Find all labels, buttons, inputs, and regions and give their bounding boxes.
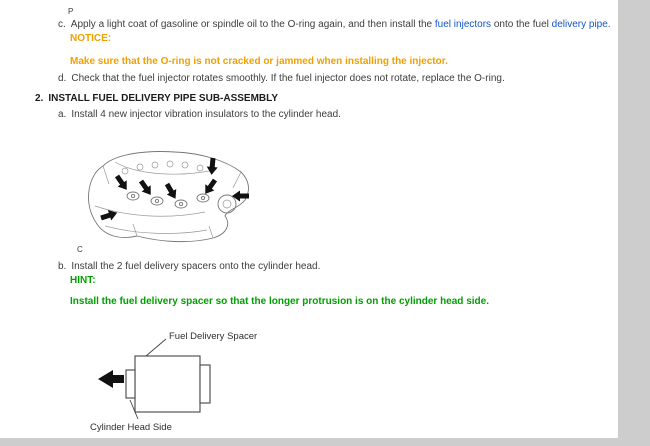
step-c-text-before: Apply a light coat of gasoline or spindle oil to the O-ring again, and then install the (70, 19, 435, 30)
figure1-caption: C (77, 245, 83, 254)
fuel-delivery-spacer-label: Fuel Delivery Spacer (169, 331, 258, 342)
spacer-right-protrusion (200, 365, 210, 403)
section-2-number: 2. (35, 93, 44, 104)
hint-text: Install the fuel delivery spacer so that the longer protrusion is on the cylinder head side. (70, 296, 489, 307)
notice-label: NOTICE: (70, 33, 112, 44)
step-d (58, 72, 505, 85)
hint-label: HINT: (70, 275, 96, 286)
step-a-marker: a. (58, 109, 67, 120)
step-a-text: Install 4 new injector vibration insulators to the cylinder head. (71, 109, 341, 120)
spacer-left-protrusion (126, 370, 135, 398)
step-c-marker: c. (58, 19, 66, 30)
fuel-injectors-link[interactable]: fuel injectors (434, 19, 492, 30)
section-2-title: INSTALL FUEL DELIVERY PIPE SUB-ASSEMBLY (48, 93, 279, 104)
cutoff-figure-label: P (68, 7, 74, 16)
cylinder-head-side-label: Cylinder Head Side (90, 422, 172, 433)
step-c (58, 18, 611, 31)
spacer-body (135, 356, 200, 412)
step-d-marker: d. (58, 73, 67, 84)
fuel-delivery-spacer-figure (88, 326, 278, 438)
delivery-pipe-link[interactable]: delivery pipe. (551, 19, 611, 30)
direction-arrow (98, 370, 124, 388)
cylinder-head-illustration (75, 146, 270, 248)
notice-text: Make sure that the O-ring is not cracked or jammed when installing the injector. (70, 56, 448, 67)
section-2-heading (35, 93, 278, 104)
step-b-text: Install the 2 fuel delivery spacers onto the cylinder head. (71, 261, 321, 272)
step-b (58, 260, 320, 273)
step-d-text: Check that the fuel injector rotates smoothly. If the fuel injector does not rotate, replace the O-ring. (71, 73, 505, 84)
fuel-delivery-spacer-diagram (88, 326, 278, 438)
step-a (58, 108, 341, 121)
step-c-text-mid: onto the fuel (491, 19, 552, 30)
step-b-marker: b. (58, 261, 67, 272)
cylinder-head-figure (75, 146, 270, 248)
